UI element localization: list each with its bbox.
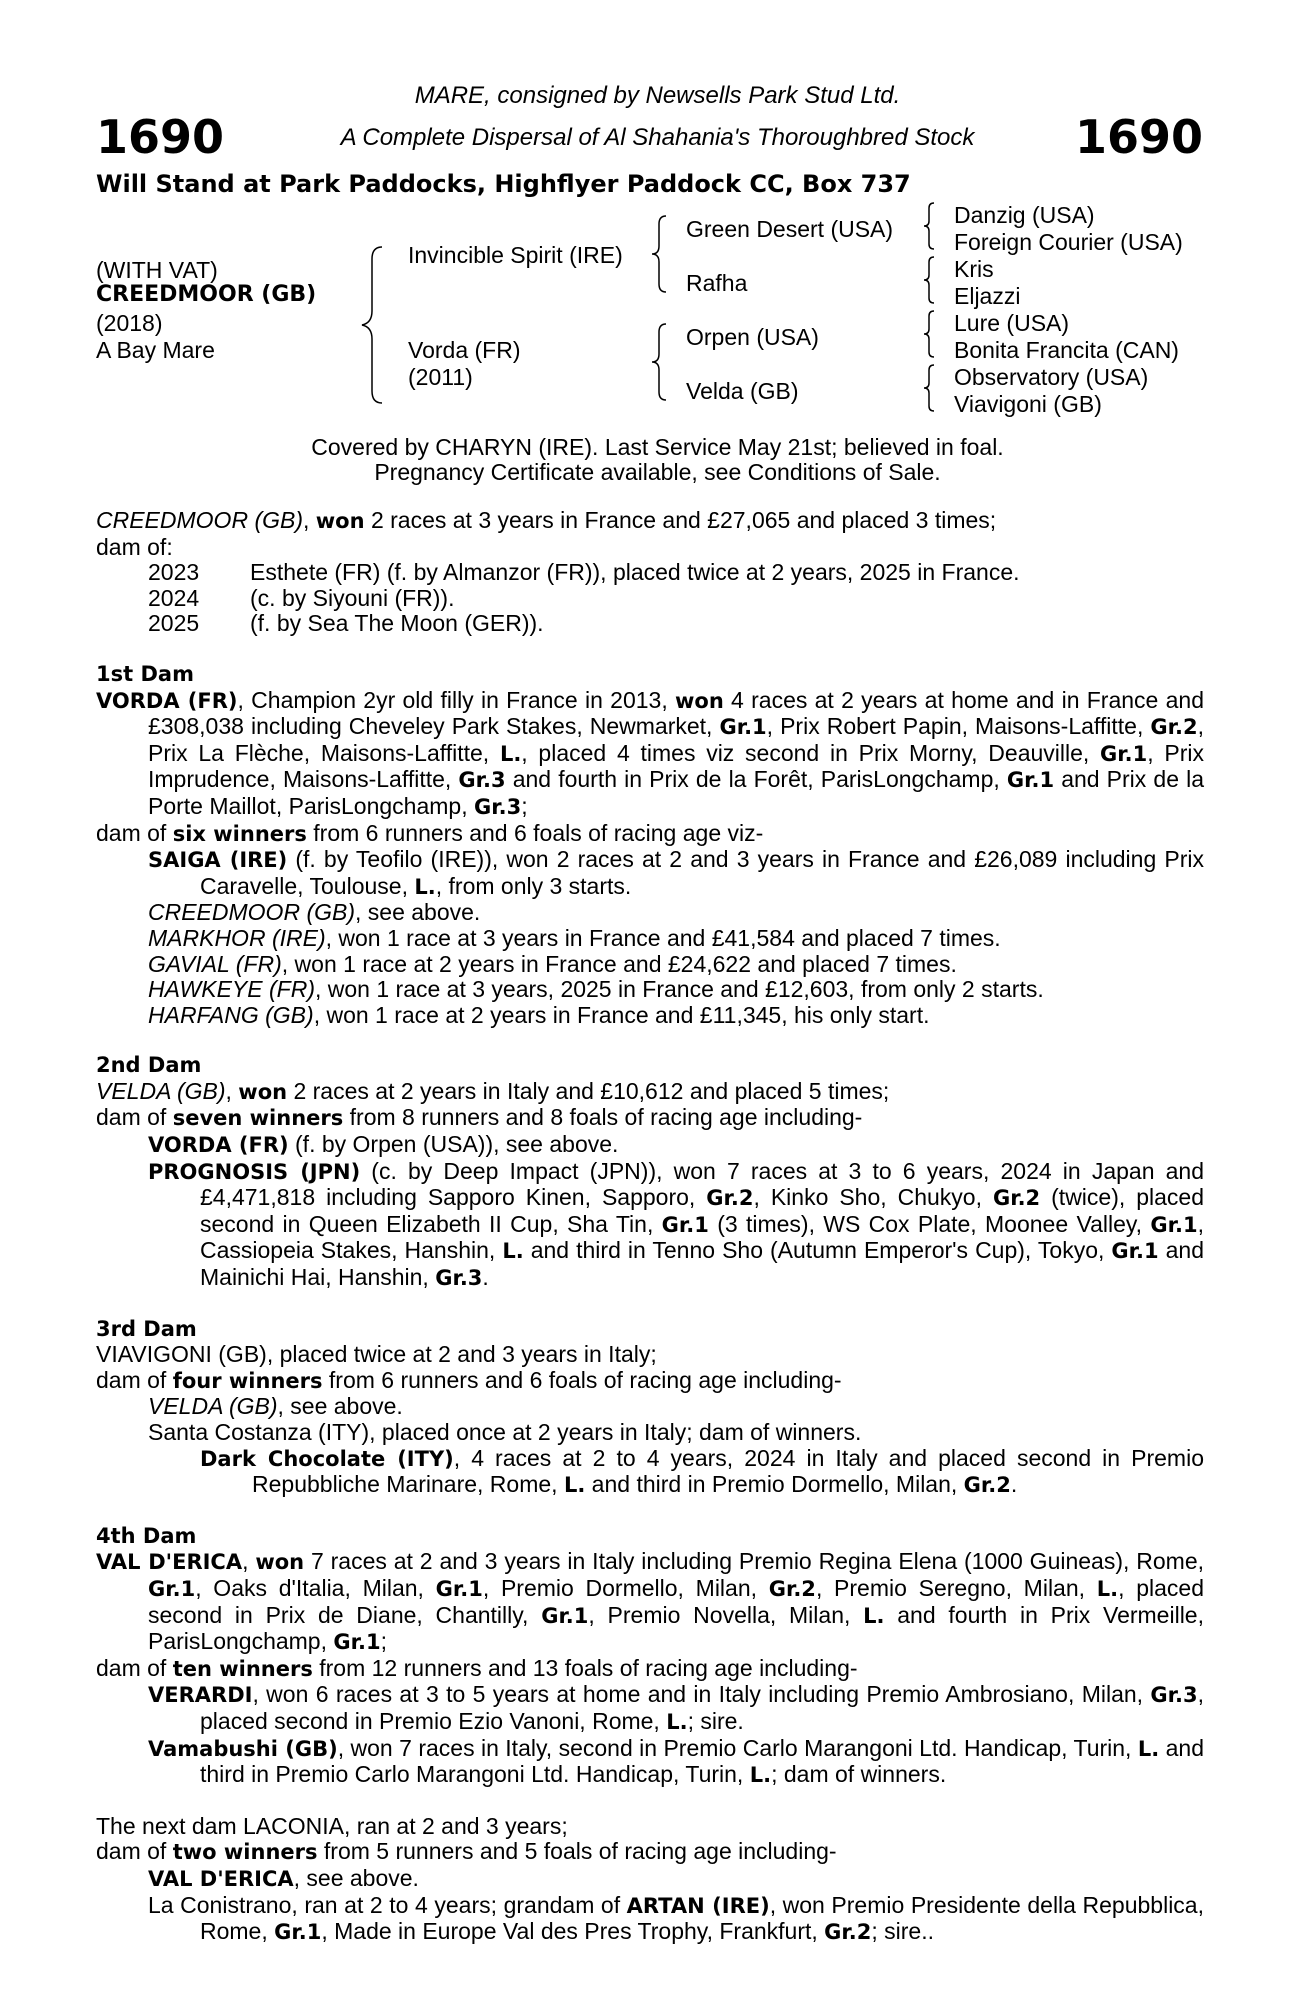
consignor-line: MARE, consigned by Newsells Park Stud Ltd. bbox=[414, 82, 901, 109]
produce-item: Santa Costanza (ITY), placed once at 2 years in Italy; dam of winners. bbox=[148, 1419, 862, 1445]
pedigree-brace-sd bbox=[922, 255, 938, 305]
pedigree-brace-ds bbox=[922, 309, 938, 359]
pregnancy-line: Pregnancy Certificate available, see Conditions of Sale. bbox=[374, 459, 941, 485]
pedigree-dam: Vorda (FR) bbox=[408, 337, 521, 363]
produce-item: MARKHOR (IRE), won 1 race at 3 years in France and £41,584 and placed 7 times. bbox=[148, 924, 1001, 951]
produce-summary: CREEDMOOR (GB), won 2 races at 3 years in France and £27,065 and placed 3 times; bbox=[96, 507, 997, 533]
pedigree-ds: Orpen (USA) bbox=[686, 324, 819, 350]
fourth-dam-heading: 4th Dam bbox=[96, 1523, 197, 1548]
lot-number-right: 1690 bbox=[1074, 110, 1203, 164]
produce-item: HAWKEYE (FR), won 1 race at 3 years, 2025 in France and £12,603, from only 2 starts. bbox=[148, 976, 1044, 1003]
horse-name: CREEDMOOR (GB) bbox=[96, 282, 317, 307]
produce-item: VORDA (FR) (f. by Orpen (USA)), see above. bbox=[148, 1131, 619, 1158]
first-dam-heading: 1st Dam bbox=[96, 661, 194, 686]
produce-item: HARFANG (GB), won 1 race at 2 years in France and £11,345, his only start. bbox=[148, 1001, 930, 1028]
second-dam-produce-summary: dam of seven winners from 8 runners and 8 foals of racing age including- bbox=[96, 1104, 863, 1131]
produce-item: VERARDI, won 6 races at 3 to 5 years at home and in Italy including Premio Ambrosiano, Milan, Gr.3, placed second in Premio Ezio Vanoni, Rome, L.; sire. bbox=[148, 1681, 1204, 1734]
third-dam-record: VIAVIGONI (GB), placed twice at 2 and 3 years in Italy; bbox=[96, 1341, 657, 1368]
produce-row: 2025 (f. by Sea The Moon (GER)). bbox=[148, 610, 544, 637]
first-dam-record: VORDA (FR), Champion 2yr old filly in France in 2013, won 4 races at 2 years at home and in France and £308,038 including Cheveley Park Stakes, Newmarket, Gr.1, Prix Robert Papin, Maisons-Laffitte, Gr.2, Prix La Flèche, Maisons-Laffitte, L., placed 4 times viz second in Prix Morny, Deauville, Gr.1, Prix Imprudence, Maisons-Laffitte, Gr.3 and fourth in Prix de la Forêt, ParisLongchamp, Gr.1 and Prix de la Porte Maillot, ParisLongchamp, Gr.3; bbox=[96, 686, 1204, 819]
horse-year: (2018) bbox=[96, 310, 163, 336]
produce-item: Vamabushi (GB), won 7 races in Italy, second in Premio Carlo Marangoni Ltd. Handicap, Turin, L. and third in Premio Carlo Marangoni Ltd. Handicap, Turin, L.; dam of winners. bbox=[148, 1734, 1205, 1788]
third-dam-produce-summary: dam of four winners from 6 runners and 6 foals of racing age including- bbox=[96, 1366, 842, 1393]
pedigree-dss: Lure (USA) bbox=[954, 310, 1070, 336]
fourth-dam-produce-summary: dam of ten winners from 12 runners and 13 foals of racing age including- bbox=[96, 1654, 858, 1681]
produce-dam-of: dam of: bbox=[96, 533, 173, 560]
produce-item: CREEDMOOR (GB), see above. bbox=[148, 899, 481, 926]
produce-item: PROGNOSIS (JPN) (c. by Deep Impact (JPN)), won 7 races at 3 to 6 years, 2024 in Japan and £4,471,818 including Sapporo Kinen, Sapporo, Gr.2, Kinko Sho, Chukyo, Gr.2 (twice), placed second in Queen Elizabeth II Cup, Sha Tin, Gr.1 (3 times), WS Cox Plate, Moonee Valley, Gr.1, Cassiopeia Stakes, Hanshin, L. and third in Tenno Sho (Autumn Emperor's Cup), Tokyo, Gr.1 and Mainichi Hai, Hanshin, Gr.3. bbox=[148, 1157, 1205, 1291]
next-dam-produce-summary: dam of two winners from 5 runners and 5 foals of racing age including- bbox=[96, 1838, 837, 1865]
vat-note: (WITH VAT) bbox=[96, 257, 218, 283]
dispersal-line: A Complete Dispersal of Al Shahania's Thoroughbred Stock bbox=[340, 124, 975, 151]
pedigree-sss: Danzig (USA) bbox=[954, 202, 1095, 228]
produce-row: 2024 (c. by Siyouni (FR)). bbox=[148, 584, 455, 611]
produce-item: La Conistrano, ran at 2 to 4 years; grandam of ARTAN (IRE), won Premio Presidente della Repubblica, Rome, Gr.1, Made in Europe Val des Pres Trophy, Frankfurt, Gr.2; sire.. bbox=[148, 1891, 1204, 1945]
pedigree-sire: Invincible Spirit (IRE) bbox=[408, 242, 623, 268]
lot-number-left: 1690 bbox=[96, 110, 225, 164]
fourth-dam-record: VAL D'ERICA, won 7 races at 2 and 3 years in Italy including Premio Regina Elena (1000 Guineas), Rome, Gr.1, Oaks d'Italia, Milan, Gr.1, Premio Dormello, Milan, Gr.2, Premio Seregno, Milan, L., placed second in Prix de Diane, Chantilly, Gr.1, Premio Novella, Milan, L. and fourth in Prix Vermeille, ParisLongchamp, Gr.1; bbox=[96, 1548, 1204, 1655]
pedigree-sdd: Eljazzi bbox=[954, 283, 1021, 309]
produce-row: 2023 Esthete (FR) (f. by Almanzor (FR)), placed twice at 2 years, 2025 in France. bbox=[148, 559, 1020, 586]
third-dam-heading: 3rd Dam bbox=[96, 1316, 197, 1341]
pedigree-ss: Green Desert (USA) bbox=[686, 216, 894, 242]
pedigree-sd: Rafha bbox=[686, 270, 748, 296]
produce-item: GAVIAL (FR), won 1 race at 2 years in France and £24,622 and placed 7 times. bbox=[148, 950, 957, 977]
pedigree-brace-ss bbox=[922, 201, 938, 251]
first-dam-produce-summary: dam of six winners from 6 runners and 6 foals of racing age viz- bbox=[96, 819, 764, 846]
pedigree-dd: Velda (GB) bbox=[686, 378, 799, 404]
pedigree-dam-year: (2011) bbox=[408, 364, 473, 390]
produce-item: VAL D'ERICA, see above. bbox=[148, 1864, 419, 1891]
pedigree-brace-dd bbox=[922, 363, 938, 413]
covered-line: Covered by CHARYN (IRE). Last Service May 21st; believed in foal. bbox=[311, 434, 1004, 460]
stand-location: Will Stand at Park Paddocks, Highflyer Paddock CC, Box 737 bbox=[96, 170, 911, 198]
produce-item: SAIGA (IRE) (f. by Teofilo (IRE)), won 2 races at 2 and 3 years in France and £26,089 including Prix Caravelle, Toulouse, L., from only 3 starts. bbox=[148, 846, 1204, 899]
produce-item: VELDA (GB), see above. bbox=[148, 1393, 403, 1420]
pedigree-brace-dam bbox=[650, 322, 670, 402]
pedigree-sds: Kris bbox=[954, 256, 994, 282]
second-dam-heading: 2nd Dam bbox=[96, 1053, 202, 1078]
pedigree-dds: Observatory (USA) bbox=[954, 364, 1149, 390]
horse-description: A Bay Mare bbox=[96, 337, 215, 363]
pedigree-dsd: Bonita Francita (CAN) bbox=[954, 337, 1179, 363]
produce-item: Dark Chocolate (ITY), 4 races at 2 to 4 years, 2024 in Italy and placed second in Premio Repubbliche Marinare, Rome, L. and third in Premio Dormello, Milan, Gr.2. bbox=[200, 1444, 1204, 1498]
pedigree-brace-main bbox=[360, 245, 390, 405]
pedigree-ssd: Foreign Courier (USA) bbox=[954, 229, 1183, 255]
pedigree-ddd: Viavigoni (GB) bbox=[954, 391, 1102, 417]
pedigree-brace-sire bbox=[650, 214, 670, 294]
next-dam-record: The next dam LACONIA, ran at 2 and 3 years; bbox=[96, 1812, 568, 1839]
second-dam-record: VELDA (GB), won 2 races at 2 years in Italy and £10,612 and placed 5 times; bbox=[96, 1077, 890, 1104]
pedigree-notes bbox=[96, 508, 1204, 1946]
